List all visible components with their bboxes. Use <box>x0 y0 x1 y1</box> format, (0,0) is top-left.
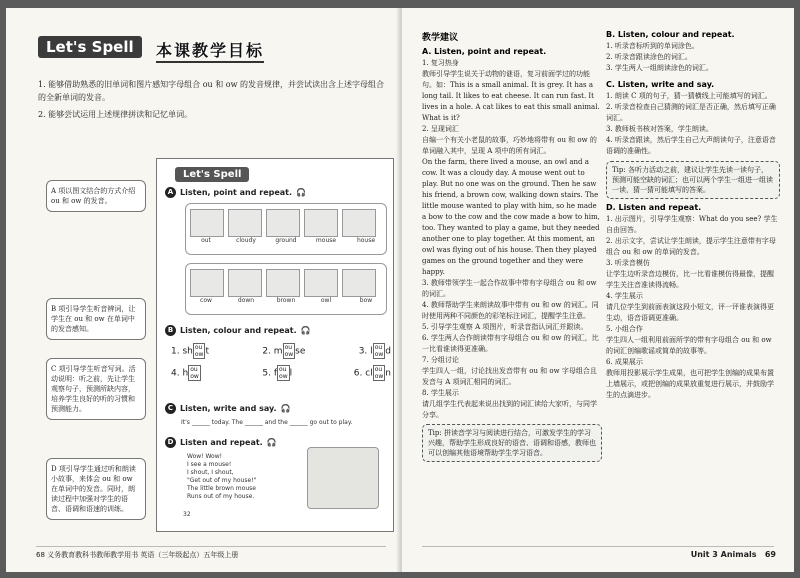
b-line-1: 1. 听录音标听到的单词涂色。 <box>606 42 699 50</box>
textbook-banner: Let's Spell <box>175 167 249 182</box>
b-title: B. Listen, colour and repeat. <box>606 30 735 39</box>
section-d-heading <box>165 437 277 448</box>
chant: Wow! Wow! I see a mouse! I shout, I shout, "Get out of my house!" The little brown mouse Runs out of my house. <box>187 453 257 500</box>
a-line-5: On the farm, there lived a mouse, an owl and a cow. It was a cloudy day. A mouse went out to play. But no one was on the ground. Then he saw his friend, a brown cow, walking down stairs. The little mouse wanted to play with him, so he made a bow to the cow and the cow made a bow to him, too. They wanted to play a game, but they needed another one to play together. At this moment, an owl was flying out of his house. Then they played games on the ground together and they were happy. <box>422 158 600 276</box>
note-c: C 项引导学生听音写词。活动说明：听之前，先让学生观察句子，预测所缺内容，培养学生良好的听的习惯和预测能力。 <box>46 358 146 420</box>
c-line-4: 4. 听录音跟读，然后学生自己大声朗读句子，注意语音语调的准确性。 <box>606 136 776 155</box>
d-line-2: 2. 出示文字，尝试让学生朗读，提示学生注意带有字母组合 ou 和 ow 的单词的发音。 <box>606 237 776 256</box>
pic-out <box>190 209 224 237</box>
teaching-col-2 <box>606 30 780 401</box>
tip-box-1: Tip: 拼读音学习与阅读进行结合，可激发学生的学习兴趣，帮助学生形成良好的语音、语调和语感，教师也可以创编其他语境帮助学生学习语音。 <box>422 424 602 462</box>
b-item-3[interactable]: 3. l ou ow d <box>358 344 391 358</box>
lets-spell-banner: Let's Spell <box>38 36 142 58</box>
c-title: C. Listen, write and say. <box>606 80 715 89</box>
section-b-title: Listen, colour and repeat. <box>180 326 297 335</box>
b-item-2[interactable]: 2. m ou ow se <box>262 344 306 358</box>
b-line-3: 3. 学生两人一组朗读涂色的词汇。 <box>606 64 713 72</box>
footer-unit: Unit 3 Animals <box>690 550 757 559</box>
audio-icon[interactable]: 🎧 <box>300 326 311 335</box>
section-b-letter: B <box>165 325 176 336</box>
teaching-heading: 教学建议 <box>422 33 459 43</box>
textbook-page-number: 32 <box>183 511 191 518</box>
audio-icon[interactable]: 🎧 <box>280 404 291 413</box>
b-item-1[interactable]: 1. sh ou ow t <box>171 344 209 358</box>
c-sentence: It's ______ today. The ______ and the ______ go out to play. <box>181 419 353 426</box>
d-line-4: 让学生边听录音边模仿，比一比看谁模仿得最像，提醒学生关注音准读得流畅。 <box>606 270 774 289</box>
section-a-heading <box>165 187 306 198</box>
section-a-letter: A <box>165 187 176 198</box>
objective-2: 2. 能够尝试运用上述规律拼读和记忆单词。 <box>38 110 193 119</box>
pic-bow <box>342 269 376 297</box>
word-brown: brown <box>276 297 296 304</box>
right-footer <box>691 550 776 559</box>
a-line-6: 3. 教师带领学生一起合作故事中带有字母组合 ou 和 ow 的词汇。 <box>422 279 597 298</box>
d-title: D. Listen and repeat. <box>606 203 702 212</box>
b-item-5[interactable]: 5. f ou ow l <box>262 366 293 380</box>
pic-down <box>228 269 262 297</box>
section-a-title: Listen, point and repeat. <box>180 188 293 197</box>
word-down: down <box>237 297 255 304</box>
section-b-heading <box>165 325 311 336</box>
b-item-6[interactable]: 6. cl ou ow n <box>353 366 391 380</box>
note-b: B 项引导学生听音辨词，让学生在 ou 和 ow 在单词中的发音感知。 <box>46 298 146 340</box>
objective-1: 1. 能够借助熟悉的旧单词和图片感知字母组合 ou 和 ow 的发音规律，并尝试读出含上述字母组合的全新单词的发音。 <box>38 80 384 102</box>
d-line-8: 学生四人一组利用前面所学的带有字母组合 ou 和 ow 的词汇创编歌谣或简单的故事等。 <box>606 336 772 355</box>
audio-icon[interactable]: 🎧 <box>266 438 277 447</box>
left-page <box>6 8 400 572</box>
right-footer-rule <box>422 546 774 547</box>
a-line-3: 2. 呈现词汇 <box>422 125 459 133</box>
mouse-illustration <box>307 447 379 509</box>
pic-mouse <box>304 209 338 237</box>
audio-icon[interactable]: 🎧 <box>296 188 306 197</box>
section-d-title: Listen and repeat. <box>180 438 263 447</box>
d-line-9: 6. 成果展示 <box>606 358 643 366</box>
word-out: out <box>201 237 211 244</box>
c-line-1: 1. 朗读 C 项的句子，猜一猜横线上可能填写的词汇。 <box>606 92 772 100</box>
pic-owl <box>304 269 338 297</box>
d-line-10: 教师用投影展示学生成果，也可把学生创编的成果布置上墙展示，或把创编的成果放重复进行展示，并鼓励学生的点滴进步。 <box>606 369 774 399</box>
a-line-7: 4. 教师帮助学生来朗读故事中带有 ou 和 ow 的词汇。同时使用两种不同颜色的彩笔标注词汇，提醒学生注意。 <box>422 301 599 320</box>
note-a: A 项以图文结合的方式介绍 ou 和 ow 的发音。 <box>46 180 146 212</box>
word-house: house <box>356 237 376 244</box>
c-line-2: 2. 听录音检查自己猜测的词汇是否正确，然后填写正确词汇。 <box>606 103 776 122</box>
pic-house <box>342 209 376 237</box>
word-bow: bow <box>359 297 373 304</box>
note-d: D 项引导学生通过听和朗读小故事，来体会 ou 和 ow 在单词中的发音。同时，朗读过程中加强对学生的语音、语调和语速的训练。 <box>46 458 146 520</box>
a-line-13: 请几组学生代表起来说出找到的词汇读给大家听，与同学分享。 <box>422 400 597 419</box>
a-line-2: 教师引导学生说关于动物的谜语，复习前面学过的功能句。如：This is a small animal. It is grey. It has a long tail. It likes to eat cheese. It can run fast. It lives in a hole. A cat likes to eat this small animal. What is it? <box>422 70 600 122</box>
left-footer: 68 义务教育教科书教师教学用书 英语（三年级起点）五年级上册 <box>36 551 239 559</box>
d-line-1: 1. 出示图片，引导学生观察：What do you see? 学生自由回答。 <box>606 215 778 234</box>
pic-brown <box>266 269 300 297</box>
a-line-4: 自编一个有关小老鼠的故事，巧妙地将带有 ou 和 ow 的单词融入其中，呈现 A 项中的所有词汇。 <box>422 136 597 155</box>
a-title: A. Listen, point and repeat. <box>422 47 547 56</box>
b-items <box>171 343 391 381</box>
section-d-letter: D <box>165 437 176 448</box>
word-owl: owl <box>320 297 332 304</box>
b-line-2: 2. 听录音跟读涂色的词汇。 <box>606 53 692 61</box>
picture-row-1 <box>185 203 387 255</box>
pic-cow <box>190 269 224 297</box>
d-line-6: 请几位学生到前面表演这段小短文，评一评谁表演得更生动，语音语调更准确。 <box>606 303 774 322</box>
section-c-heading <box>165 403 291 414</box>
word-ground: ground <box>275 237 297 244</box>
section-c-title: Listen, write and say. <box>180 404 277 413</box>
b-item-4[interactable]: 4. h ou ow <box>171 366 199 380</box>
pic-ground <box>266 209 300 237</box>
a-line-11: 学生四人一组，讨论找出发音带有 ou 和 ow 字母组合且发音与 A 项词汇相同的词汇。 <box>422 367 597 386</box>
c-line-3: 3. 教师板书核对答案，学生朗读。 <box>606 125 713 133</box>
a-line-10: 7. 分组讨论 <box>422 356 459 364</box>
goal-title: 本课教学目标 <box>156 38 264 63</box>
teaching-col-1 <box>422 30 602 462</box>
a-line-1: 1. 复习热身 <box>422 59 459 67</box>
a-line-12: 8. 学生展示 <box>422 389 459 397</box>
section-c-letter: C <box>165 403 176 414</box>
d-line-7: 5. 小组合作 <box>606 325 643 333</box>
picture-row-2 <box>185 263 387 315</box>
a-line-8: 5. 引导学生观察 A 项图片，听录音指认词汇并跟读。 <box>422 323 588 331</box>
footer-page-number: 69 <box>764 550 776 559</box>
word-mouse: mouse <box>315 237 337 244</box>
d-line-3: 3. 听录音模仿 <box>606 259 650 267</box>
word-cow: cow <box>200 297 212 304</box>
footer-rule <box>36 546 386 547</box>
pic-cloudy <box>228 209 262 237</box>
a-line-9: 6. 学生两人合作朗读带有字母组合 ou 和 ow 的词汇，比一比看谁读得更准确。 <box>422 334 599 353</box>
word-cloudy: cloudy <box>236 237 256 244</box>
right-page <box>402 8 794 572</box>
textbook-page <box>156 158 394 532</box>
tip-box-2: Tip: 各听力活动之前，建议让学生先读一读句子，预测可能空缺的词汇；也可以两个学生一组进一组读一读，猜一猜可能填写的答案。 <box>606 161 780 199</box>
d-line-5: 4. 学生展示 <box>606 292 643 300</box>
